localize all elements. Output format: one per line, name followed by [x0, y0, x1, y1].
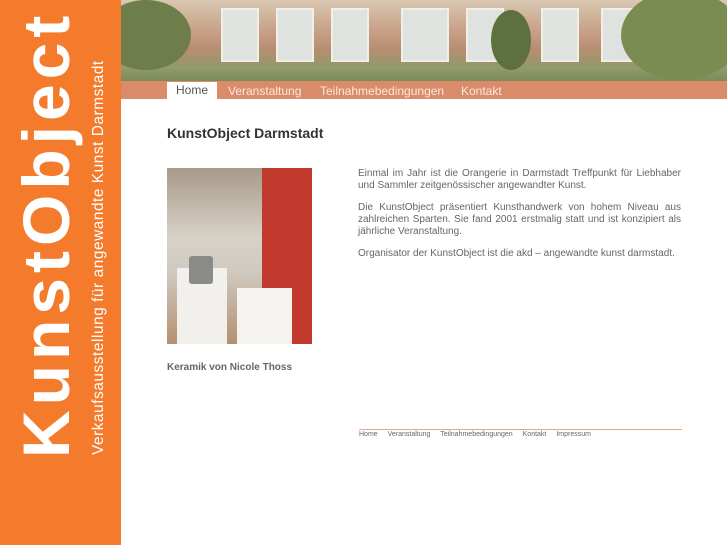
nav-home[interactable]: Home [167, 82, 217, 99]
header-banner-image [121, 0, 727, 81]
nav-kontakt[interactable]: Kontakt [461, 84, 502, 98]
brand-logo: KunstObject [9, 10, 83, 458]
description-paragraph: Die KunstObject präsentiert Kunsthandwerk von hohem Niveau aus zahlreichen Sparten. Sie fand 2001 erstmalig statt und ist konzipiert als jährliche Veranstaltung. [358, 202, 681, 237]
footer-link-impressum[interactable]: Impressum [556, 431, 591, 438]
main-nav [121, 81, 727, 99]
tagline: Verkaufsausstellung für angewandte Kunst Darmstadt [90, 60, 107, 455]
sidebar [0, 0, 121, 545]
footer-link-teilnahmebedingungen[interactable]: Teilnahmebedingungen [440, 431, 513, 438]
footer-link-veranstaltung[interactable]: Veranstaltung [387, 431, 431, 438]
nav-teilnahmebedingungen[interactable]: Teilnahmebedingungen [320, 84, 445, 98]
footer-link-kontakt[interactable]: Kontakt [522, 431, 547, 438]
intro-paragraph: Einmal im Jahr ist die Orangerie in Darmstadt Treffpunkt für Liebhaber und Sammler zeitgenössischer angewandter Kunst. [358, 168, 681, 191]
organizer-paragraph: Organisator der KunstObject ist die akd – angewandte kunst darmstadt. [358, 248, 675, 259]
ceramics-photo [167, 168, 312, 344]
footer-nav [359, 429, 682, 438]
photo-caption: Keramik von Nicole Thoss [167, 362, 293, 373]
footer-link-home[interactable]: Home [359, 431, 378, 438]
page-title: KunstObject Darmstadt [167, 125, 324, 141]
nav-veranstaltung[interactable]: Veranstaltung [228, 84, 302, 98]
